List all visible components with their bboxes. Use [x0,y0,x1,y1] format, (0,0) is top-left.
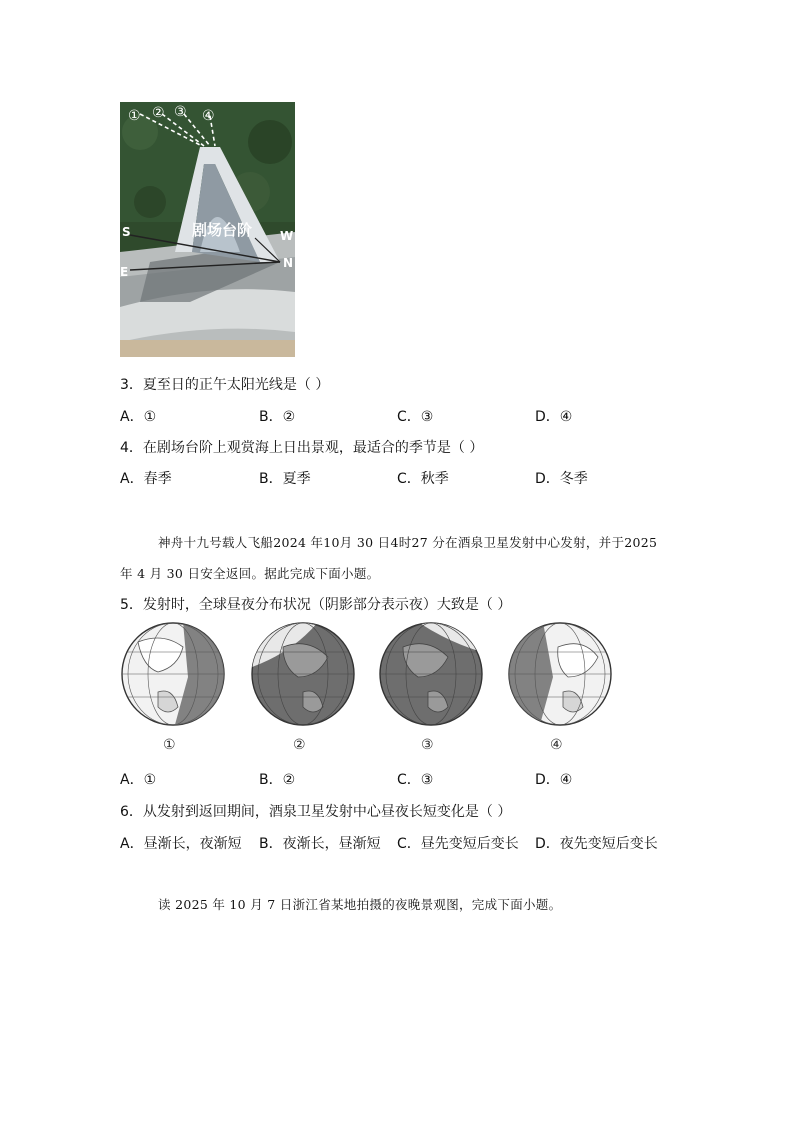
q4-option-c[interactable]: C．秋季 [397,471,449,487]
ray-label-4: ④ [202,108,215,124]
globe-label-3: ③ [421,737,434,753]
globes-svg [118,622,618,757]
theatre-photo [120,102,295,357]
theatre-photo-svg [120,102,295,357]
globe-1 [122,622,228,732]
passage1-line2: 年 4 月 30 日安全返回。据此完成下面小题。 [120,566,380,581]
globe-2 [252,622,354,725]
q3-option-a[interactable]: A．① [120,409,157,425]
q6-option-d[interactable]: D．夜先变短后变长 [535,836,658,852]
q4-option-a[interactable]: A．春季 [120,471,172,487]
center-label: 剧场台阶 [192,221,253,239]
q5-option-a[interactable]: A．① [120,772,157,788]
ray-label-3: ③ [174,104,187,120]
dir-e: E [120,265,129,279]
q3-option-b[interactable]: B．② [259,409,296,425]
q3-stem: 3．夏至日的正午太阳光线是（ ） [120,377,330,393]
passage2-line1: 读 2025 年 10 月 7 日浙江省某地拍摄的夜晚景观图，完成下面小题。 [158,897,562,912]
q5-option-b[interactable]: B．② [259,772,296,788]
q6-option-b[interactable]: B．夜渐长，昼渐短 [259,836,381,852]
q3-option-d[interactable]: D．④ [535,409,573,425]
q6-stem: 6．从发射到返回期间，酒泉卫星发射中心昼夜长短变化是（ ） [120,804,512,820]
q3-option-c[interactable]: C．③ [397,409,434,425]
q5-option-c[interactable]: C．③ [397,772,434,788]
ray-label-2: ② [152,105,165,121]
dir-w: W [280,229,294,243]
dir-s: S [122,225,131,239]
q5-option-d[interactable]: D．④ [535,772,573,788]
q6-option-c[interactable]: C．昼先变短后变长 [397,836,519,852]
dir-n: N [283,256,294,270]
q6-option-a[interactable]: A．昼渐长，夜渐短 [120,836,242,852]
globe-label-2: ② [293,737,306,753]
passage1-line1: 神舟十九号载人飞船2024 年10月 30 日4时27 分在酒泉卫星发射中心发射，并于2025 [158,535,658,550]
q4-option-d[interactable]: D．冬季 [535,471,588,487]
q4-stem: 4．在剧场台阶上观赏海上日出景观，最适合的季节是（ ） [120,440,484,456]
q4-option-b[interactable]: B．夏季 [259,471,311,487]
globe-label-4: ④ [550,737,563,753]
q5-stem: 5．发射时，全球昼夜分布状况（阴影部分表示夜）大致是（ ） [120,597,512,613]
globe-3 [380,622,482,725]
globe-label-1: ① [163,737,176,753]
globes-figure [118,622,618,757]
globe-4 [509,622,611,732]
ray-label-1: ① [128,108,141,124]
